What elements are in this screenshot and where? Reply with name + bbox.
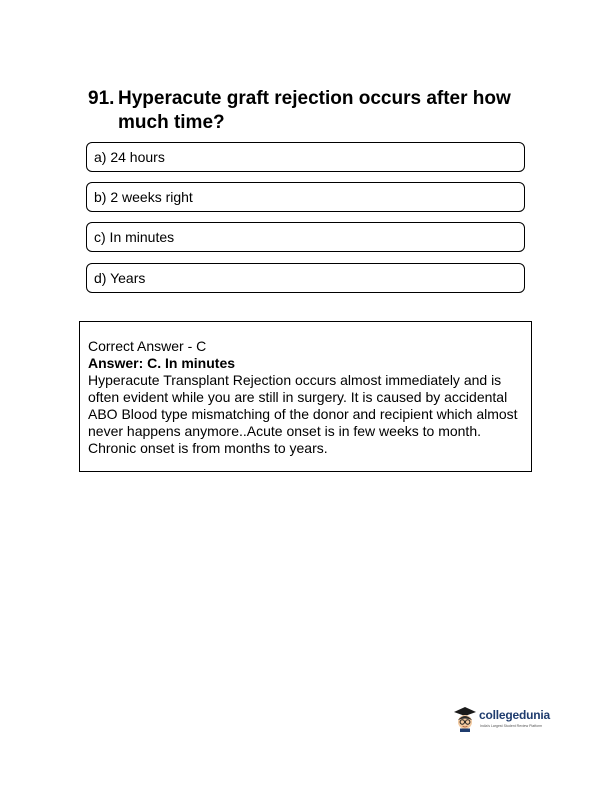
option-d[interactable] — [86, 263, 525, 293]
question-number: 91. — [88, 88, 115, 109]
collegedunia-logo — [453, 705, 558, 735]
mascot-icon — [453, 706, 477, 732]
option-c[interactable] — [86, 222, 525, 252]
option-d-label: d) Years — [94, 270, 146, 286]
option-b-label: b) 2 weeks right — [94, 189, 193, 205]
option-c-label: c) In minutes — [94, 229, 175, 245]
answer-explanation: Hyperacute Transplant Rejection occurs almost immediately and is often evident while you are still in surgery. It is caused by accidental ABO Blood type mismatching of the donor and recipient which almost never happens anymore..Acute onset is in few weeks to month. Chronic onset is from months to years. — [88, 372, 518, 456]
logo-brand: collegedunia — [479, 708, 550, 722]
correct-answer: Correct Answer - C — [88, 338, 207, 354]
option-a-label: a) 24 hours — [94, 149, 165, 165]
answer-box — [79, 321, 532, 472]
logo-tagline: India's Largest Student Review Platform — [480, 724, 543, 728]
question-text: Hyperacute graft rejection occurs after how much time? — [118, 88, 511, 133]
option-a[interactable] — [86, 142, 525, 172]
answer-heading: Answer: C. In minutes — [88, 355, 236, 371]
option-b[interactable] — [86, 182, 525, 212]
question — [88, 87, 548, 135]
